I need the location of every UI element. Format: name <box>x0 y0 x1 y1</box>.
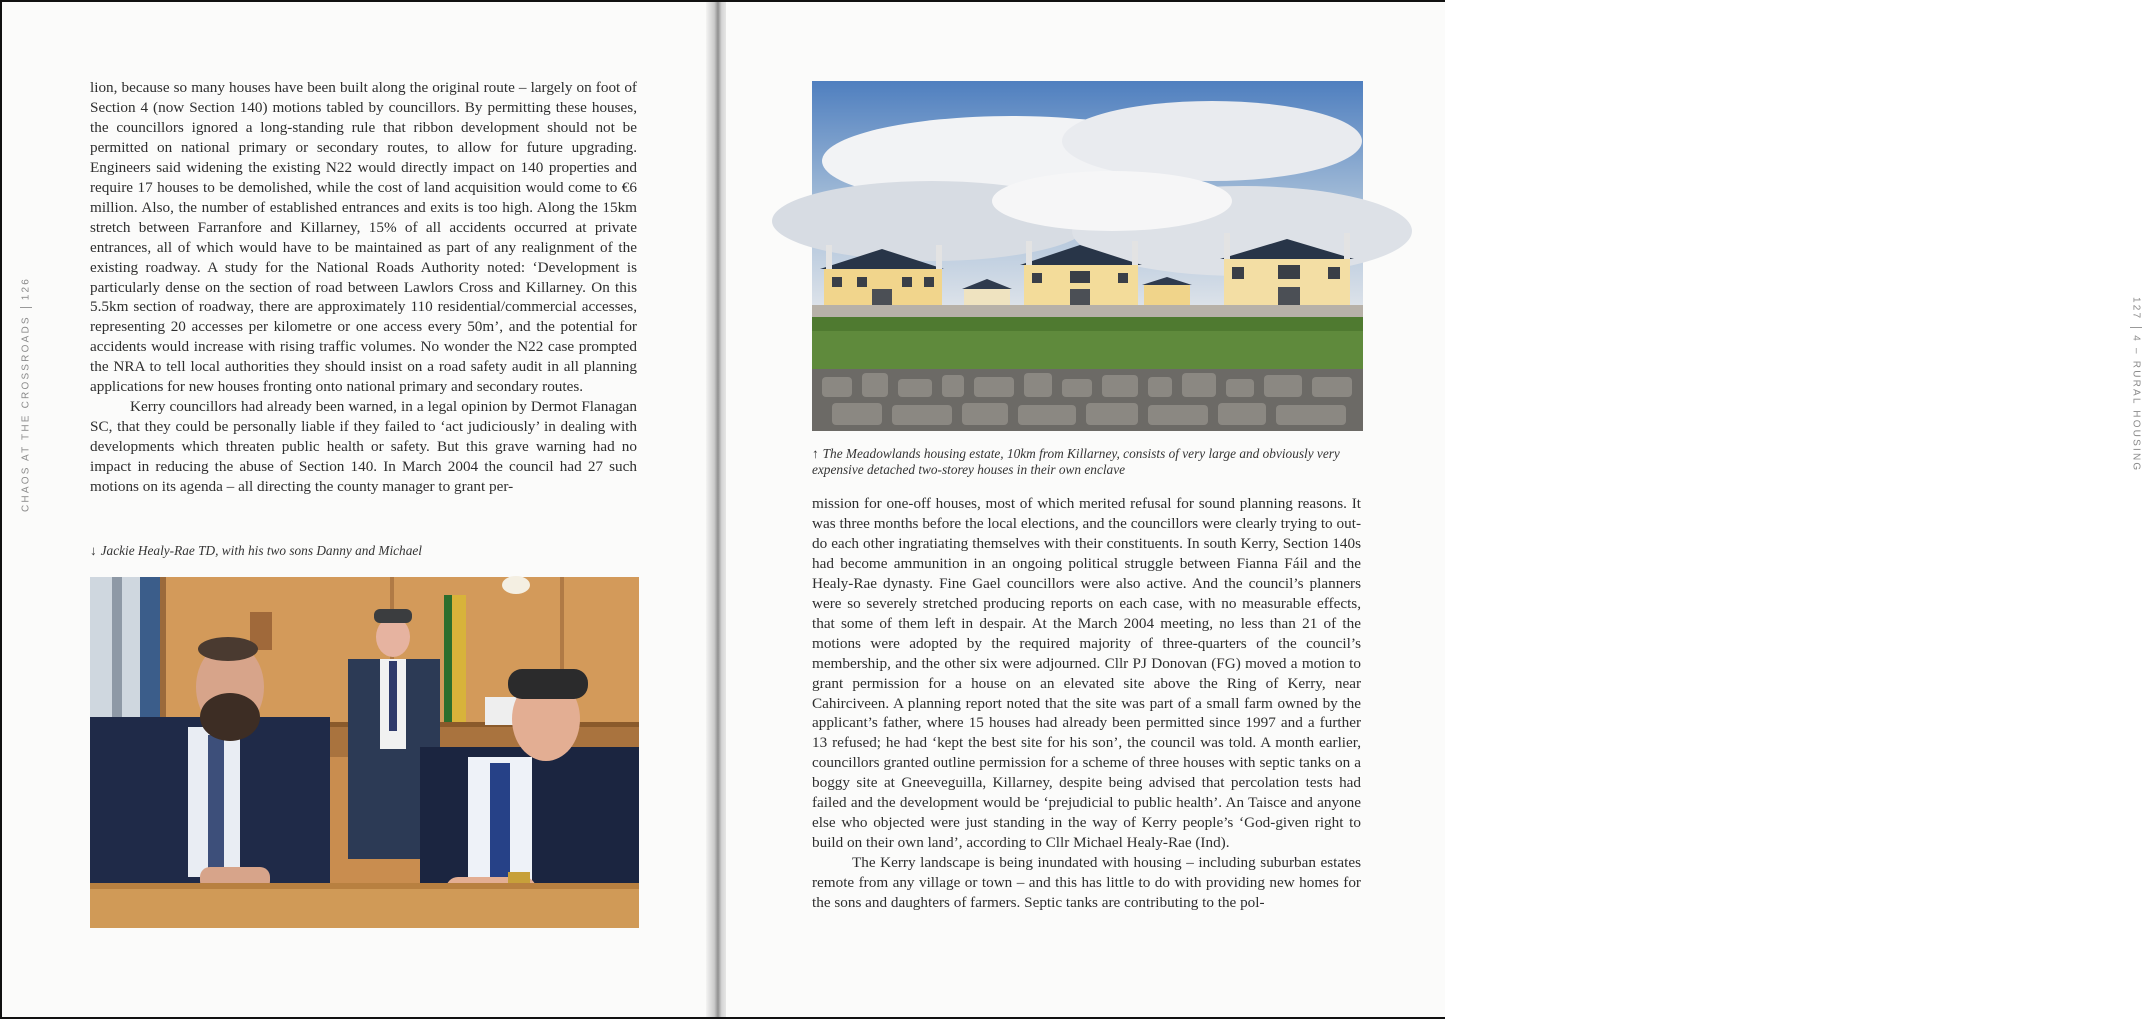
caption-text: The Meadowlands housing estate, 10km from Killarney, consists of very large and obviously very expensive detached two-storey houses in their own enclave <box>812 446 1340 477</box>
photo-meadowlands-estate <box>812 81 1363 431</box>
running-head-divider <box>2130 327 2142 328</box>
paragraph: The Kerry landscape is being inundated with housing – including suburban estates remote from any village or town – and this has little to do with providing new homes for the sons and daughters of farmers. Septic tanks are contributing to the pol- <box>812 854 1361 912</box>
running-head-title: CHAOS AT THE CROSSROADS <box>20 315 32 512</box>
page-number: 127 <box>2130 297 2142 321</box>
left-page <box>2 2 714 1017</box>
left-body-text <box>90 78 637 497</box>
right-page <box>726 2 2142 1017</box>
paragraph: lion, because so many houses have been built along the original route – largely on foot of Section 4 (now Section 140) motions tabled by councillors. By permitting these houses, the councillors ignored a long-standing rule that ribbon development should not be permitted on national primary or secondary routes, to allow for future upgrading. Engineers said widening the existing N22 would directly impact on 140 properties and require 17 houses to be demolished, while the cost of land acquisition would come to €6 million. Also, the number of established entrances and exits is too high. Along the 15km stretch between Farranfore and Killarney, 15% of all accidents occurred at private entrances, all of which would have to be maintained as part of any realignment of the existing roadway. A study for the National Roads Authority noted: ‘Development is particularly dense on the section of road between Lawlors Cross and Killarney. On this 5.5km section of roadway, there are approximately 110 residential/commercial accesses, representing 20 accesses per kilometre or one access every 50m’, and the potential for accidents would increase with rising traffic volumes. No wonder the N22 case prompted the NRA to tell local authorities they should insist on a road safety audit in all planning applications for new houses fronting onto national primary and secondary routes. <box>90 79 637 396</box>
photo-healy-rae-family <box>90 577 639 928</box>
arrow-up-icon: ↑ <box>812 446 819 461</box>
arrow-down-icon: ↓ <box>90 543 97 558</box>
paragraph: Kerry councillors had already been warned, in a legal opinion by Dermot Flanagan SC, that they could be personally liable if they failed to ‘act judiciously’ in dealing with developments which threaten public health or safety. But this grave warning had no impact in reducing the abuse of Section 140. In March 2004 the council had 27 such motions on its agenda – all directing the county manager to grant per- <box>90 398 637 496</box>
running-head-divider <box>20 307 32 308</box>
page-number: 126 <box>20 276 32 301</box>
caption-text: Jackie Healy-Rae TD, with his two sons Danny and Michael <box>100 543 422 558</box>
paragraph: mission for one-off houses, most of which merited refusal for sound planning reasons. It was three months before the local elections, and the councillors were clearly trying to out-do each other ingratiating themselves with their constituents. In south Kerry, Section 140s had become ammunition in an ongoing political struggle between Fianna Fáil and the Healy-Rae dynasty. Fine Gael councillors were also active. And the council’s planners were so severely stretched producing reports on each case, with no measurable effects, that some of them left in despair. At the March 2004 meeting, no less than 21 of the motions were adopted by the required majority of three-quarters of the council’s membership, and the other six were adjourned. Cllr PJ Donovan (FG) moved a motion to grant permission for a house on an elevated site above the Ring of Kerry, near Cahirciveen. A planning report noted that the site was part of a small farm owned by the applicant’s father, where 15 houses had already been permitted since 1997 and a further 13 refused; he had ‘kept the best site for his son’, the council was told. A month earlier, councillors granted outline permission for a scheme of three houses with septic tanks on a boggy site at Gneeveguilla, Killarney, despite being advised that percolation tests had failed and the development would be ‘prejudicial to public health’. An Taisce and anyone else who objected were just standing in the way of Kerry people’s ‘God-given right to build on their own land’, according to Cllr Michael Healy-Rae (Ind). <box>812 495 1361 852</box>
right-body-text <box>812 494 1361 913</box>
left-running-head <box>20 277 32 512</box>
running-head-title: 4 – RURAL HOUSING <box>2130 335 2142 473</box>
right-running-head <box>2130 297 2142 472</box>
council-chamber-photo <box>90 577 639 928</box>
housing-estate-photo <box>812 81 1363 431</box>
photo-caption <box>90 543 637 559</box>
photo-caption <box>812 446 1361 478</box>
